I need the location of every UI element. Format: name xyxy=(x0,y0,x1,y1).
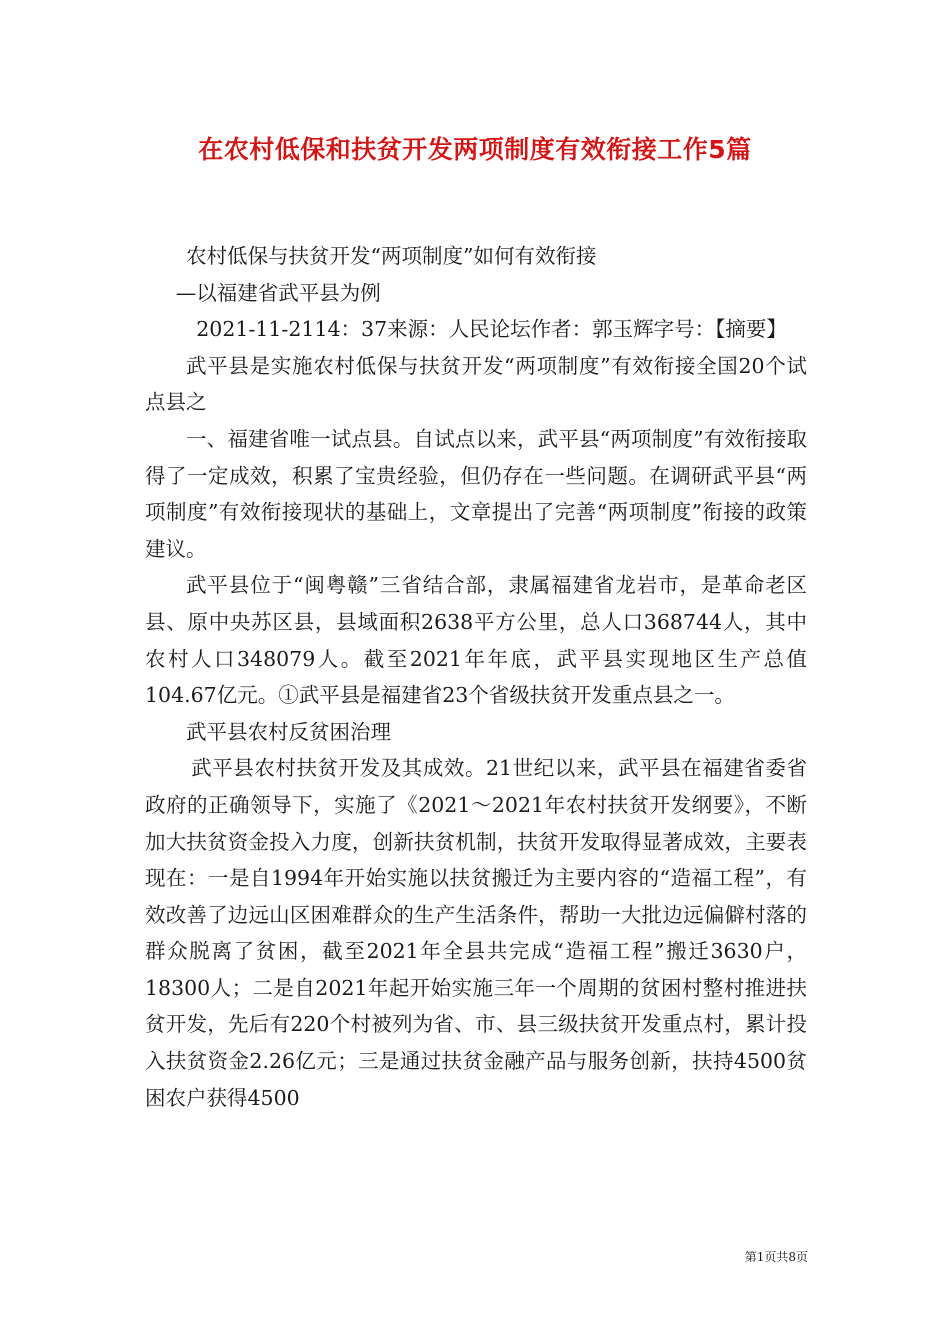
document-body xyxy=(145,238,807,1116)
article-heading: 农村低保与扶贫开发“两项制度”如何有效衔接 xyxy=(186,244,597,268)
page-indicator: 第1页共8页 xyxy=(744,1250,808,1264)
article-subheading: —以福建省武平县为例 xyxy=(175,280,381,305)
section-heading: 武平县农村反贫困治理 xyxy=(186,719,391,744)
document-title: 在农村低保和扶贫开发两项制度有效衔接工作5篇 xyxy=(198,135,752,164)
paragraph: 武平县位于“闽粤赣”三省结合部，隶属福建省龙岩市，是革命老区县、原中央苏区县，县域面积2638平方公里，总人口368744人，其中农村人口348079人。截至2021年年底，武平县实现地区生产总值104.67亿元。①武平县是福建省23个省级扶贫开发重点县之一。 xyxy=(145,573,807,708)
paragraph: 武平县是实施农村低保与扶贫开发“两项制度”有效衔接全国20个试点县之 xyxy=(145,353,807,415)
article-meta: 2021-11-2114：37来源：人民论坛作者：郭玉辉字号：【摘要】 xyxy=(196,317,787,342)
paragraph: 一、福建省唯一试点县。自试点以来，武平县“两项制度”有效衔接取得了一定成效，积累了宝贵经验，但仍存在一些问题。在调研武平县“两项制度”有效衔接现状的基础上，文章提出了完善“两项制度”衔接的政策建议。 xyxy=(145,426,807,561)
paragraph: 武平县农村扶贫开发及其成效。21世纪以来，武平县在福建省委省政府的正确领导下，实施了《2021～2021年农村扶贫开发纲要》，不断加大扶贫资金投入力度，创新扶贫机制，扶贫开发取得显著成效，主要表现在：一是自1994年开始实施以扶贫搬迁为主要内容的“造福工程”，有效改善了边远山区困难群众的生产生活条件，帮助一大批边远偏僻村落的群众脱离了贫困，截至2021年全县共完成“造福工程”搬迁3630户，18300人；二是自2021年起开始实施三年一个周期的贫困村整村推进扶贫开发，先后有220个村被列为省、市、县三级扶贫开发重点村，累计投入扶贫资金2.26亿元；三是通过扶贫金融产品与服务创新，扶持4500贫困农户获得4500 xyxy=(145,756,807,1110)
